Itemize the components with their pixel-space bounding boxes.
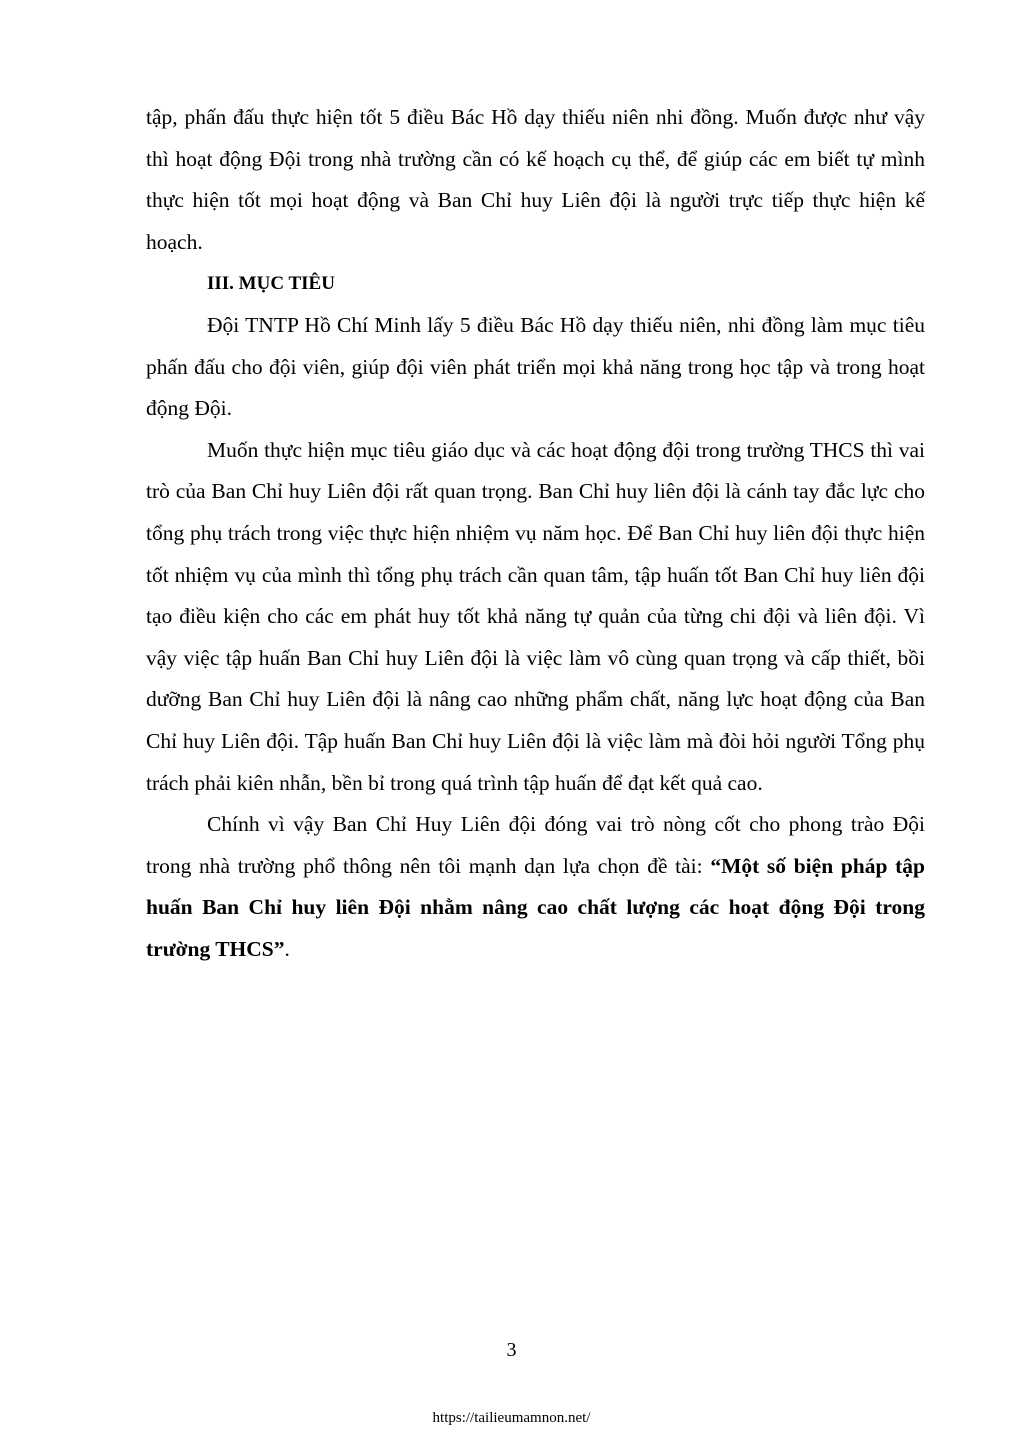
paragraph-role-of-council: Muốn thực hiện mục tiêu giáo dục và các hoạt động đội trong trường THCS thì vai trò của Ban Chỉ huy Liên đội rất quan trọng. Ban Chỉ huy liên đội là cánh tay đắc lực cho tổng phụ trách trong việc thực hiện nhiệm vụ năm học. Để Ban Chỉ huy liên đội thực hiện tốt nhiệm vụ của mình thì tổng phụ trách cần quan tâm, tập huấn tốt Ban Chỉ huy liên đội tạo điều kiện cho các em phát huy tốt khả năng tự quản của từng chi đội và liên đội. Vì vậy việc tập huấn Ban Chỉ huy Liên đội là việc làm vô cùng quan trọng và cấp thiết, bồi dưỡng Ban Chỉ huy Liên đội là nâng cao những phẩm chất, năng lực hoạt động của Ban Chỉ huy Liên đội. Tập huấn Ban Chỉ huy Liên đội là việc làm mà đòi hỏi người Tổng phụ trách phải kiên nhẫn, bền bỉ trong quá trình tập huấn để đạt kết quả cao. bbox=[146, 437, 925, 795]
topic-title: “Một số biện pháp tập huấn Ban Chỉ huy liên Đội nhằm nâng cao chất lượng các hoạt động Đội trong trường THCS” bbox=[146, 853, 925, 961]
topic-choice-end: . bbox=[284, 936, 290, 961]
document-body bbox=[146, 97, 925, 970]
continuation-paragraph: tập, phấn đấu thực hiện tốt 5 điều Bác Hồ dạy thiếu niên nhi đồng. Muốn được như vậy thì hoạt động Đội trong nhà trường cần có kế hoạch cụ thể, để giúp các em biết tự mình thực hiện tốt mọi hoạt động và Ban Chỉ huy Liên đội là người trực tiếp thực hiện kế hoạch. bbox=[146, 105, 925, 254]
footer-url[interactable]: https://tailieumamnon.net/ bbox=[432, 1410, 591, 1426]
paragraph-topic-choice bbox=[146, 804, 925, 970]
paragraph-objectives: Đội TNTP Hồ Chí Minh lấy 5 điều Bác Hồ dạy thiếu niên, nhi đồng làm mục tiêu phấn đấu cho đội viên, giúp đội viên phát triển mọi khả năng trong học tập và trong hoạt động Đội. bbox=[146, 312, 925, 421]
page-number: 3 bbox=[506, 1339, 517, 1361]
section-heading: III. MỤC TIÊU bbox=[207, 273, 335, 295]
topic-choice-lead: Chính vì vậy Ban Chỉ Huy Liên đội đóng vai trò nòng cốt cho phong trào Đội trong nhà trường phổ thông nên tôi mạnh dạn lựa chọn đề tài: bbox=[146, 812, 925, 878]
